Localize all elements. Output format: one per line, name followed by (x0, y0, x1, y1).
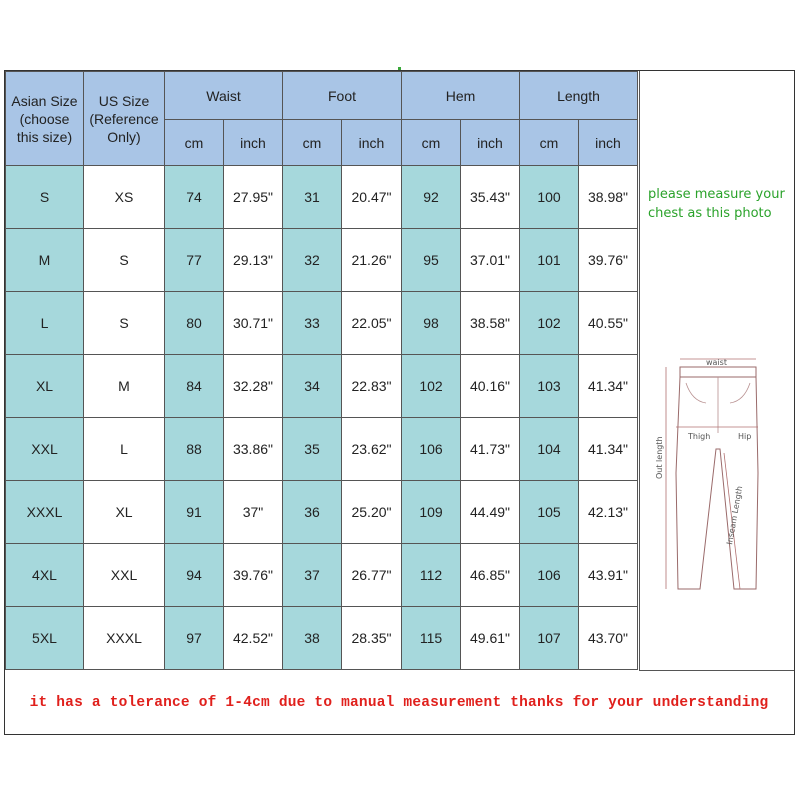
waist-inch-cell: 39.76" (224, 544, 283, 607)
foot-cm-cell: 34 (283, 355, 342, 418)
foot-inch-cell: 20.47" (342, 166, 402, 229)
asian-size-cell: XXL (6, 418, 84, 481)
unit-cm: cm (283, 120, 342, 166)
asian-size-cell: M (6, 229, 84, 292)
length-cm-cell: 106 (520, 544, 579, 607)
hem-cm-cell: 112 (402, 544, 461, 607)
header-length: Length (520, 72, 638, 120)
hem-cm-cell: 92 (402, 166, 461, 229)
unit-cm: cm (165, 120, 224, 166)
table-row (6, 229, 638, 292)
table-row (6, 292, 638, 355)
length-cm-cell: 103 (520, 355, 579, 418)
table-body (6, 72, 638, 670)
us-size-cell: M (84, 355, 165, 418)
hem-inch-cell: 37.01" (461, 229, 520, 292)
foot-cm-cell: 37 (283, 544, 342, 607)
hem-inch-cell: 41.73" (461, 418, 520, 481)
length-inch-cell: 39.76" (579, 229, 638, 292)
asian-size-cell: S (6, 166, 84, 229)
foot-inch-cell: 28.35" (342, 607, 402, 670)
hem-inch-cell: 44.49" (461, 481, 520, 544)
length-cm-cell: 101 (520, 229, 579, 292)
waist-cm-cell: 91 (165, 481, 224, 544)
foot-inch-cell: 21.26" (342, 229, 402, 292)
hem-cm-cell: 106 (402, 418, 461, 481)
size-table (5, 71, 638, 670)
measure-note: please measure your chest as this photo (648, 187, 785, 221)
length-inch-cell: 38.98" (579, 166, 638, 229)
tolerance-footer (5, 671, 793, 734)
foot-cm-cell: 36 (283, 481, 342, 544)
unit-cm: cm (520, 120, 579, 166)
header-asian-size: Asian Size (choose this size) (6, 72, 84, 166)
foot-inch-cell: 26.77" (342, 544, 402, 607)
unit-cm: cm (402, 120, 461, 166)
us-size-cell: S (84, 292, 165, 355)
table-row (6, 418, 638, 481)
foot-inch-cell: 23.62" (342, 418, 402, 481)
header-row-groups (6, 72, 638, 120)
us-size-cell: XS (84, 166, 165, 229)
foot-cm-cell: 38 (283, 607, 342, 670)
header-foot: Foot (283, 72, 402, 120)
measure-panel (639, 71, 794, 671)
hem-inch-cell: 40.16" (461, 355, 520, 418)
hem-inch-cell: 46.85" (461, 544, 520, 607)
hem-cm-cell: 109 (402, 481, 461, 544)
unit-inch: inch (579, 120, 638, 166)
foot-inch-cell: 25.20" (342, 481, 402, 544)
hem-cm-cell: 102 (402, 355, 461, 418)
foot-cm-cell: 32 (283, 229, 342, 292)
waist-inch-cell: 30.71" (224, 292, 283, 355)
length-inch-cell: 40.55" (579, 292, 638, 355)
us-size-cell: L (84, 418, 165, 481)
waist-inch-cell: 33.86" (224, 418, 283, 481)
waist-cm-cell: 77 (165, 229, 224, 292)
us-size-cell: XL (84, 481, 165, 544)
foot-inch-cell: 22.83" (342, 355, 402, 418)
inseam-label: Inseam Length (725, 485, 745, 546)
asian-size-cell: 5XL (6, 607, 84, 670)
asian-size-cell: XL (6, 355, 84, 418)
hem-cm-cell: 98 (402, 292, 461, 355)
length-inch-cell: 43.91" (579, 544, 638, 607)
foot-cm-cell: 33 (283, 292, 342, 355)
us-size-cell: XXL (84, 544, 165, 607)
foot-cm-cell: 35 (283, 418, 342, 481)
hem-inch-cell: 35.43" (461, 166, 520, 229)
waist-label: waist (706, 358, 727, 367)
length-inch-cell: 42.13" (579, 481, 638, 544)
hem-inch-cell: 38.58" (461, 292, 520, 355)
waist-inch-cell: 37" (224, 481, 283, 544)
header-waist: Waist (165, 72, 283, 120)
length-cm-cell: 107 (520, 607, 579, 670)
unit-inch: inch (224, 120, 283, 166)
header-hem: Hem (402, 72, 520, 120)
asian-size-cell: L (6, 292, 84, 355)
waist-cm-cell: 84 (165, 355, 224, 418)
waist-cm-cell: 97 (165, 607, 224, 670)
length-inch-cell: 43.70" (579, 607, 638, 670)
out-length-label: Out length (655, 436, 664, 479)
foot-inch-cell: 22.05" (342, 292, 402, 355)
waist-cm-cell: 80 (165, 292, 224, 355)
us-size-cell: S (84, 229, 165, 292)
length-inch-cell: 41.34" (579, 418, 638, 481)
table-row (6, 355, 638, 418)
length-cm-cell: 102 (520, 292, 579, 355)
table-row (6, 544, 638, 607)
waist-inch-cell: 32.28" (224, 355, 283, 418)
header-us-size: US Size (Reference Only) (84, 72, 165, 166)
table-row (6, 481, 638, 544)
waist-cm-cell: 88 (165, 418, 224, 481)
pants-diagram (652, 353, 782, 593)
hip-label: Hip (738, 432, 752, 441)
length-inch-cell: 41.34" (579, 355, 638, 418)
pocket-left (686, 383, 706, 403)
length-cm-cell: 104 (520, 418, 579, 481)
waist-cm-cell: 74 (165, 166, 224, 229)
waistband-shape (680, 367, 756, 377)
thigh-label: Thigh (688, 432, 711, 441)
hem-cm-cell: 95 (402, 229, 461, 292)
unit-inch: inch (342, 120, 402, 166)
waist-inch-cell: 27.95" (224, 166, 283, 229)
unit-inch: inch (461, 120, 520, 166)
length-cm-cell: 105 (520, 481, 579, 544)
us-size-cell: XXXL (84, 607, 165, 670)
table-row (6, 166, 638, 229)
waist-inch-cell: 42.52" (224, 607, 283, 670)
size-chart (4, 70, 795, 735)
pants-outline (676, 377, 758, 589)
table-row (6, 607, 638, 670)
pocket-right (730, 383, 750, 403)
asian-size-cell: XXXL (6, 481, 84, 544)
waist-cm-cell: 94 (165, 544, 224, 607)
length-cm-cell: 100 (520, 166, 579, 229)
tolerance-note: it has a tolerance of 1-4cm due to manual measurement thanks for your understanding (29, 694, 769, 711)
asian-size-cell: 4XL (6, 544, 84, 607)
foot-cm-cell: 31 (283, 166, 342, 229)
hem-inch-cell: 49.61" (461, 607, 520, 670)
hem-cm-cell: 115 (402, 607, 461, 670)
waist-inch-cell: 29.13" (224, 229, 283, 292)
